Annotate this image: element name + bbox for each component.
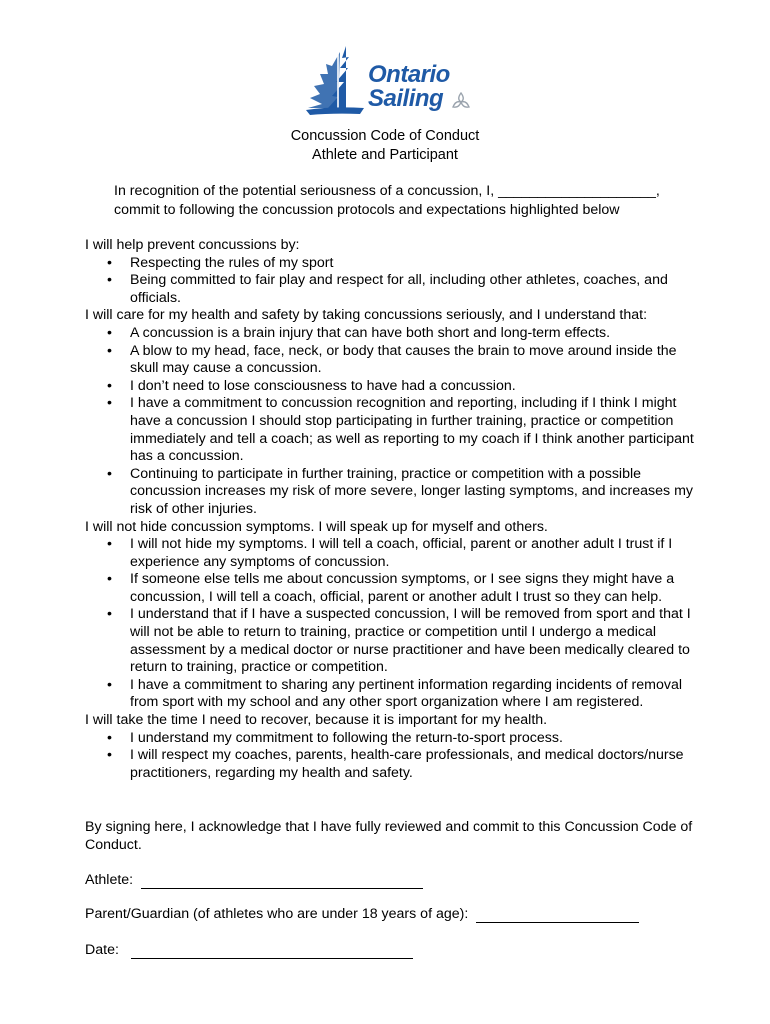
trillium-icon xyxy=(452,92,470,110)
recover-list xyxy=(85,730,695,783)
document-title: Concussion Code of Conduct xyxy=(290,128,480,144)
intro-line-2: commit to following the concussion protocols and expectations highlighted below xyxy=(114,202,620,218)
acknowledgement-text: By signing here, I acknowledge that I have fully reviewed and commit to this Concussion Code of Conduct. xyxy=(85,819,693,853)
ontario-sailing-logo xyxy=(302,44,474,120)
list-item: • Being committed to fair play and respect for all, including other athletes, coaches, and officials. xyxy=(130,272,695,307)
section-heading-symptoms: I will not hide concussion symptoms. I will speak up for myself and others. xyxy=(85,518,548,535)
list-item: • A concussion is a brain injury that can have both short and long-term effects. xyxy=(130,325,695,343)
athlete-signature-row xyxy=(85,871,423,889)
list-item: • I understand my commitment to following the return-to-sport process. xyxy=(130,730,695,748)
list-item: • A blow to my head, face, neck, or body that causes the brain to move around inside the skull may cause a concussion. xyxy=(130,343,695,378)
parent-signature-row xyxy=(85,905,639,923)
list-item: • I will respect my coaches, parents, health-care professionals, and medical doctors/nurse practitioners, regarding my health and safety. xyxy=(130,747,695,782)
list-item: • Continuing to participate in further training, practice or competition with a possible concussion increases my risk of more severe, longer lasting symptoms, and increases my risk of other injuries. xyxy=(130,466,695,519)
list-item: • I have a commitment to sharing any pertinent information regarding incidents of removal from sport with my school and any other sport organization where I am registered. xyxy=(130,677,695,712)
date-label: Date: xyxy=(85,942,119,958)
commitments-section xyxy=(85,237,695,782)
list-item: • I will not hide my symptoms. I will tell a coach, official, parent or another adult I trust if I experience any symptoms of concussion. xyxy=(130,536,695,571)
section-heading-prevent: I will help prevent concussions by: xyxy=(85,237,300,253)
list-item: • I don’t need to lose consciousness to have had a concussion. xyxy=(130,378,695,396)
symptoms-list xyxy=(85,536,695,712)
parent-guardian-signature-field[interactable] xyxy=(476,908,639,923)
prevent-list xyxy=(85,255,695,308)
date-row xyxy=(85,941,413,959)
logo-word-ontario: Ontario xyxy=(368,61,450,88)
list-item: • If someone else tells me about concussion symptoms, or I see signs they might have a concussion, I will tell a coach, official, parent or another adult I trust so they can help. xyxy=(130,571,695,606)
parent-guardian-label: Parent/Guardian (of athletes who are under 18 years of age): xyxy=(85,906,469,922)
intro-line-1: In recognition of the potential seriousness of a concussion, I, ____________________, xyxy=(114,183,660,199)
document-subtitle: Athlete and Participant xyxy=(312,147,458,163)
section-heading-care: I will care for my health and safety by taking concussions seriously, and I understand that: xyxy=(85,307,648,324)
section-heading-recover: I will take the time I need to recover, because it is important for my health. xyxy=(85,712,548,729)
athlete-label: Athlete: xyxy=(85,872,134,888)
logo-word-sailing: Sailing xyxy=(368,85,444,112)
care-list xyxy=(85,325,695,519)
list-item: • I have a commitment to concussion recognition and reporting, including if I think I might have a concussion I should stop participating in further training, practice or competition immediately and tell a coach; as well as reporting to my coach if I think another participant has a concussion. xyxy=(130,395,695,465)
list-item: • Respecting the rules of my sport xyxy=(130,255,695,273)
list-item: • I understand that if I have a suspected concussion, I will be removed from sport and that I will not be able to return to training, practice or competition until I undergo a medical assessment by a medical doctor or nurse practitioner and have been medically cleared to return to training, practice or competition. xyxy=(130,606,695,676)
sail-icon xyxy=(302,44,372,120)
date-field[interactable] xyxy=(131,944,413,959)
athlete-signature-field[interactable] xyxy=(141,874,423,889)
